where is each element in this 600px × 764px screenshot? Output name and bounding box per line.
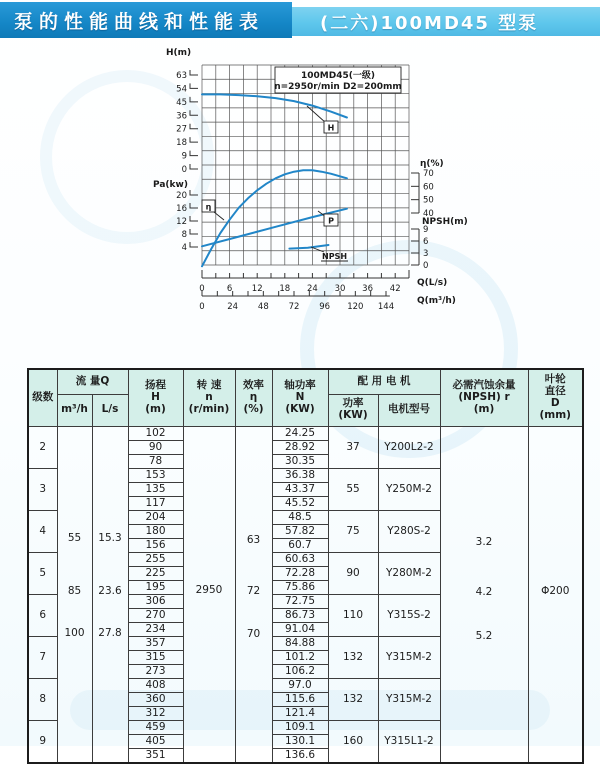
flow-m3h-tick-label: 120 <box>347 302 364 312</box>
motor-power-cell: 160 <box>328 720 378 763</box>
stage-cell: 8 <box>28 678 57 720</box>
head-value-cell: 405 <box>128 734 183 748</box>
npsh-tick-label: 0 <box>423 261 429 271</box>
motor-power-cell: 90 <box>328 552 378 594</box>
npsh-cell-values <box>441 439 528 749</box>
floating-value: 70 <box>246 628 261 640</box>
stage-cell: 5 <box>28 552 57 594</box>
flow-ls-tick-label: 12 <box>251 284 263 294</box>
header-line: 扬程 <box>145 379 166 392</box>
header-line: 叶轮 <box>544 373 566 386</box>
curve-label-NPSH <box>311 247 348 261</box>
head-value-cell: 360 <box>128 692 183 706</box>
flow-m3h-tick-label: 24 <box>227 302 239 312</box>
col-header-efficiency <box>235 369 272 426</box>
stage-cell: 4 <box>28 510 57 552</box>
motor-power-cell: 110 <box>328 594 378 636</box>
shaft-power-cell: 45.52 <box>272 496 328 510</box>
npsh-tick-label: 9 <box>423 225 429 235</box>
shaft-power-cell: 43.37 <box>272 482 328 496</box>
shaft-power-cell: 60.63 <box>272 552 328 566</box>
shaft-power-cell: 130.1 <box>272 734 328 748</box>
motor-power-cell: 75 <box>328 510 378 552</box>
head-tick <box>190 164 198 169</box>
floating-value: 100 <box>64 627 85 639</box>
npsh-cell <box>440 426 528 763</box>
col-header-motor-power <box>328 394 378 426</box>
performance-table <box>27 368 584 764</box>
shaft-power-cell: 48.5 <box>272 510 328 524</box>
floating-value: 2950 <box>195 584 223 596</box>
flow-ls-tick-label: 0 <box>199 284 205 294</box>
floating-value: 5.2 <box>475 630 493 642</box>
power-tick <box>190 216 198 221</box>
floating-value: Φ200 <box>541 585 570 597</box>
shaft-power-cell: 75.86 <box>272 580 328 594</box>
header-line: 功率 <box>342 397 364 410</box>
efficiency-tick-label: 40 <box>423 208 434 219</box>
shaft-power-cell: 97.0 <box>272 678 328 692</box>
flow-ls-tick-label: 30 <box>334 284 346 294</box>
col-header-flow-group: 流 量Q <box>57 369 128 394</box>
motor-power-cell: 132 <box>328 636 378 678</box>
efficiency-axis-title: η(%) <box>420 159 444 169</box>
head-value-cell: 306 <box>128 594 183 608</box>
header-line: 轴功率 <box>284 379 316 392</box>
power-tick-label: 4 <box>181 243 187 253</box>
head-value-cell: 234 <box>128 622 183 636</box>
npsh-tick-label: 6 <box>423 237 429 247</box>
head-value-cell: 135 <box>128 482 183 496</box>
header-line: 直径 <box>544 385 566 397</box>
header-line: (KW) <box>338 409 368 421</box>
left-axes <box>176 70 198 253</box>
efficiency-tick-label: 50 <box>423 195 434 206</box>
motor-model-cell: Y250M-2 <box>378 468 440 510</box>
chart-curves <box>202 94 347 266</box>
shaft-power-cell: 57.82 <box>272 524 328 538</box>
header-line: (%) <box>243 402 264 415</box>
header-line: (mm) <box>539 408 571 421</box>
flow-ls-axis-title: Q(L/s) <box>417 278 448 288</box>
head-tick-label: 27 <box>176 124 187 135</box>
header-line: (m) <box>145 402 166 415</box>
impeller-cell <box>528 426 583 763</box>
efficiency-cell-values <box>236 439 272 749</box>
shaft-power-cell: 109.1 <box>272 720 328 734</box>
impeller-cell-values <box>529 439 583 749</box>
header-line: 必需汽蚀余量 <box>452 379 516 392</box>
page-title: 泵的性能曲线和性能表 <box>14 10 265 33</box>
power-tick <box>190 203 198 208</box>
power-tick-label: 8 <box>181 230 187 240</box>
head-tick-label: 63 <box>176 71 187 82</box>
shaft-power-cell: 72.28 <box>272 566 328 580</box>
header-line: n <box>205 390 213 403</box>
head-value-cell: 312 <box>128 706 183 720</box>
head-value-cell: 408 <box>128 678 183 692</box>
head-tick <box>190 137 198 142</box>
curve-NPSH <box>289 245 328 249</box>
flow-m3h-tick-label: 0 <box>199 302 205 312</box>
head-value-cell: 459 <box>128 720 183 734</box>
speed-cell <box>183 426 235 763</box>
shaft-power-cell: 30.35 <box>272 454 328 468</box>
efficiency-tick-label: 60 <box>423 182 434 193</box>
power-tick <box>190 242 198 247</box>
head-value-cell: 90 <box>128 440 183 454</box>
header-line: (m) <box>473 402 495 415</box>
head-value-cell: 78 <box>128 454 183 468</box>
head-value-cell: 357 <box>128 636 183 650</box>
header-left-banner <box>0 2 292 38</box>
flow-ls-tick-label: 36 <box>362 284 374 294</box>
flow-m3h-tick-label: 48 <box>257 302 269 312</box>
curve-H <box>202 94 347 117</box>
shaft-power-cell: 60.7 <box>272 538 328 552</box>
stage-cell: 3 <box>28 468 57 510</box>
shaft-power-cell: 136.6 <box>272 748 328 763</box>
shaft-power-cell: 101.2 <box>272 650 328 664</box>
flow-m3h-cell-values <box>58 439 92 749</box>
flow-ls-tick-label: 18 <box>279 284 291 294</box>
head-value-cell: 117 <box>128 496 183 510</box>
col-header-shaft-power <box>272 369 328 426</box>
flow-ls-tick-label: 6 <box>226 284 233 294</box>
head-value-cell: 273 <box>128 664 183 678</box>
power-tick-label: 20 <box>176 191 187 201</box>
power-tick-label: 12 <box>176 217 187 227</box>
motor-model-cell: Y200L2-2 <box>378 426 440 468</box>
floating-value: 3.2 <box>475 536 493 548</box>
motor-model-cell: Y280S-2 <box>378 510 440 552</box>
head-value-cell: 255 <box>128 552 183 566</box>
motor-model-cell: Y280M-2 <box>378 552 440 594</box>
motor-model-cell: Y315M-2 <box>378 678 440 720</box>
label-NPSH: NPSH <box>322 252 348 261</box>
flow-m3h-axis-title: Q(m³/h) <box>417 296 456 306</box>
col-header-motor-model: 电机型号 <box>378 394 440 426</box>
header-line: D <box>550 396 560 409</box>
head-tick-label: 18 <box>176 138 187 149</box>
performance-chart <box>140 42 470 315</box>
flow-ls-tick-label: 24 <box>306 284 318 294</box>
head-tick <box>190 151 198 156</box>
table-row <box>28 426 583 440</box>
head-value-cell: 102 <box>128 426 183 440</box>
label-eta: η <box>205 202 212 212</box>
stage-cell: 6 <box>28 594 57 636</box>
head-tick-label: 9 <box>181 151 187 162</box>
pump-model-title: (二六)100MD45 型泵 <box>320 12 539 34</box>
shaft-power-cell: 24.25 <box>272 426 328 440</box>
floating-value: 55 <box>67 532 82 544</box>
head-tick <box>190 70 198 75</box>
stage-cell: 9 <box>28 720 57 763</box>
npsh-tick-label: 3 <box>423 249 429 259</box>
head-tick <box>190 97 198 102</box>
header-line: 效率 <box>243 379 264 392</box>
efficiency-cell <box>235 426 272 763</box>
col-header-speed <box>183 369 235 426</box>
col-header-npsh <box>440 369 528 426</box>
pump-table-body <box>28 426 583 763</box>
shaft-power-cell: 84.88 <box>272 636 328 650</box>
floating-value: 72 <box>246 585 261 597</box>
power-axis-title: Pa(kw) <box>153 180 188 190</box>
chart-title-line1: 100MD45(一级) <box>301 71 375 81</box>
motor-power-cell: 132 <box>328 678 378 720</box>
header-right-banner <box>292 7 600 36</box>
flow-ls-cell-values <box>93 439 128 749</box>
floating-value: 23.6 <box>98 585 122 597</box>
flow-m3h-tick-label: 96 <box>319 302 331 312</box>
npsh-axis-title: NPSH(m) <box>422 217 468 227</box>
floating-value: 63 <box>246 534 261 546</box>
head-tick-label: 36 <box>176 111 187 122</box>
shaft-power-cell: 36.38 <box>272 468 328 482</box>
motor-model-cell: Y315S-2 <box>378 594 440 636</box>
floating-value: 85 <box>67 585 82 597</box>
label-P: P <box>328 216 334 226</box>
head-tick <box>190 124 198 129</box>
head-tick-label: 0 <box>181 165 187 175</box>
motor-model-cell: Y315M-2 <box>378 636 440 678</box>
flow-m3h-cell <box>57 426 92 763</box>
head-value-cell: 270 <box>128 608 183 622</box>
stage-cell: 7 <box>28 636 57 678</box>
motor-model-cell: Y315L1-2 <box>378 720 440 763</box>
shaft-power-cell: 28.92 <box>272 440 328 454</box>
head-value-cell: 225 <box>128 566 183 580</box>
col-header-flow-m3h: m³/h <box>57 394 92 426</box>
head-value-cell: 204 <box>128 510 183 524</box>
power-tick <box>190 190 198 195</box>
head-value-cell: 315 <box>128 650 183 664</box>
header-line: H <box>151 390 160 403</box>
floating-value: 15.3 <box>98 532 122 544</box>
header-line: η <box>249 390 258 403</box>
header-line: (KW) <box>285 402 315 415</box>
head-tick <box>190 110 198 115</box>
header-line: (r/min) <box>188 402 230 415</box>
floating-value: 27.8 <box>98 627 122 639</box>
flow-ls-cell <box>92 426 128 763</box>
shaft-power-cell: 86.73 <box>272 608 328 622</box>
col-header-head <box>128 369 183 426</box>
shaft-power-cell: 106.2 <box>272 664 328 678</box>
head-value-cell: 156 <box>128 538 183 552</box>
speed-cell-values <box>184 439 235 749</box>
chart-title-line2: n=2950r/min D2=200mm <box>274 82 402 92</box>
curve-label-H <box>307 106 338 133</box>
head-value-cell: 351 <box>128 748 183 763</box>
col-header-motor-group: 配 用 电 机 <box>328 369 440 394</box>
head-value-cell: 153 <box>128 468 183 482</box>
shaft-power-cell: 115.6 <box>272 692 328 706</box>
motor-power-cell: 55 <box>328 468 378 510</box>
head-value-cell: 180 <box>128 524 183 538</box>
shaft-power-cell: 91.04 <box>272 622 328 636</box>
head-value-cell: 195 <box>128 580 183 594</box>
head-tick <box>190 83 198 88</box>
floating-value: 4.2 <box>475 586 493 598</box>
power-tick <box>190 229 198 234</box>
curve-label-eta <box>202 200 224 220</box>
head-axis-title: H(m) <box>166 48 192 58</box>
header-line: N <box>295 390 305 403</box>
stage-cell: 2 <box>28 426 57 468</box>
flow-axes <box>199 270 409 312</box>
power-tick-label: 16 <box>176 204 187 214</box>
shaft-power-cell: 72.75 <box>272 594 328 608</box>
efficiency-tick-label: 70 <box>423 168 434 179</box>
chart-title-box <box>274 67 402 93</box>
col-header-flow-ls: L/s <box>92 394 128 426</box>
flow-m3h-tick-label: 72 <box>288 302 300 312</box>
col-header-stage: 级数 <box>28 369 57 426</box>
col-header-impeller <box>528 369 583 426</box>
flow-ls-tick-label: 42 <box>389 284 401 294</box>
flow-m3h-tick-label: 144 <box>377 302 395 312</box>
motor-power-cell: 37 <box>328 426 378 468</box>
header-line: (NPSH) r <box>458 390 510 403</box>
label-H: H <box>327 123 335 133</box>
shaft-power-cell: 121.4 <box>272 706 328 720</box>
header-line: 转 速 <box>196 379 222 392</box>
head-tick-label: 54 <box>176 84 187 95</box>
head-tick-label: 45 <box>176 97 187 108</box>
